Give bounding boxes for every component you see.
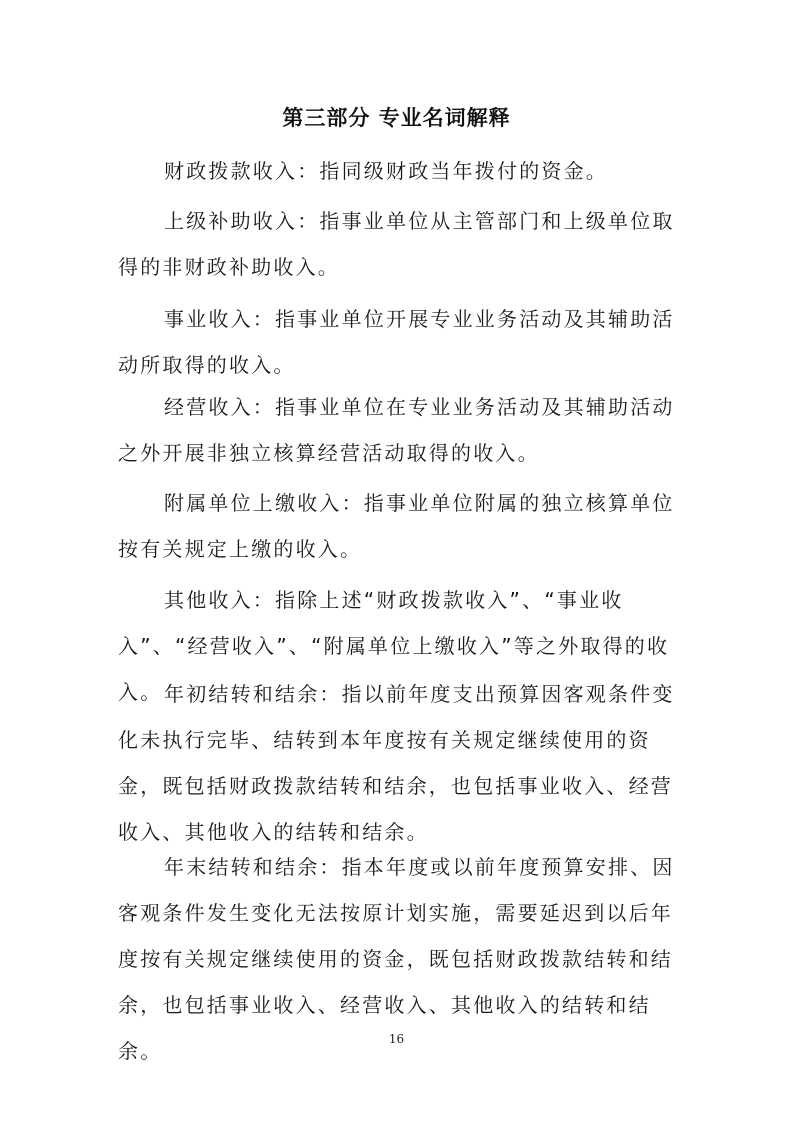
definition-other-income: 其他收入：指除上述“财政拨款收入”、“事业收入”、“经营收入”、“附属单位上缴收入”等之外取得的收入。 bbox=[118, 588, 670, 704]
definition-ending-carryover: 年末结转和结余：指本年度或以前年度预算安排、因客观条件发生变化无法按原计划实施，需要延迟到以后年度按有关规定继续使用的资金，既包括财政拨款结转和结余，也包括事业收入、经营收入、其他收入的结转和结余。 bbox=[118, 855, 675, 1063]
page-title: 第三部分 专业名词解释 bbox=[282, 106, 511, 130]
definition-fiscal-appropriation-income: 财政拨款收入：指同级财政当年拨付的资金。 bbox=[164, 159, 608, 183]
definition-business-income: 事业收入：指事业单位开展专业业务活动及其辅助活动所取得的收入。 bbox=[118, 307, 675, 377]
definition-affiliated-unit-income: 附属单位上缴收入：指事业单位附属的独立核算单位按有关规定上缴的收入。 bbox=[118, 491, 675, 561]
page-number: 16 bbox=[388, 1032, 405, 1046]
definition-operating-income: 经营收入：指事业单位在专业业务活动及其辅助活动之外开展非独立核算经营活动取得的收入。 bbox=[118, 395, 675, 465]
definition-beginning-carryover: 年初结转和结余：指以前年度支出预算因客观条件变化未执行完毕、结转到本年度按有关规定继续使用的资金，既包括财政拨款结转和结余，也包括事业收入、经营收入、其他收入的结转和结余。 bbox=[118, 682, 675, 844]
definition-superior-subsidy-income: 上级补助收入：指事业单位从主管部门和上级单位取得的非财政补助收入。 bbox=[118, 209, 675, 279]
